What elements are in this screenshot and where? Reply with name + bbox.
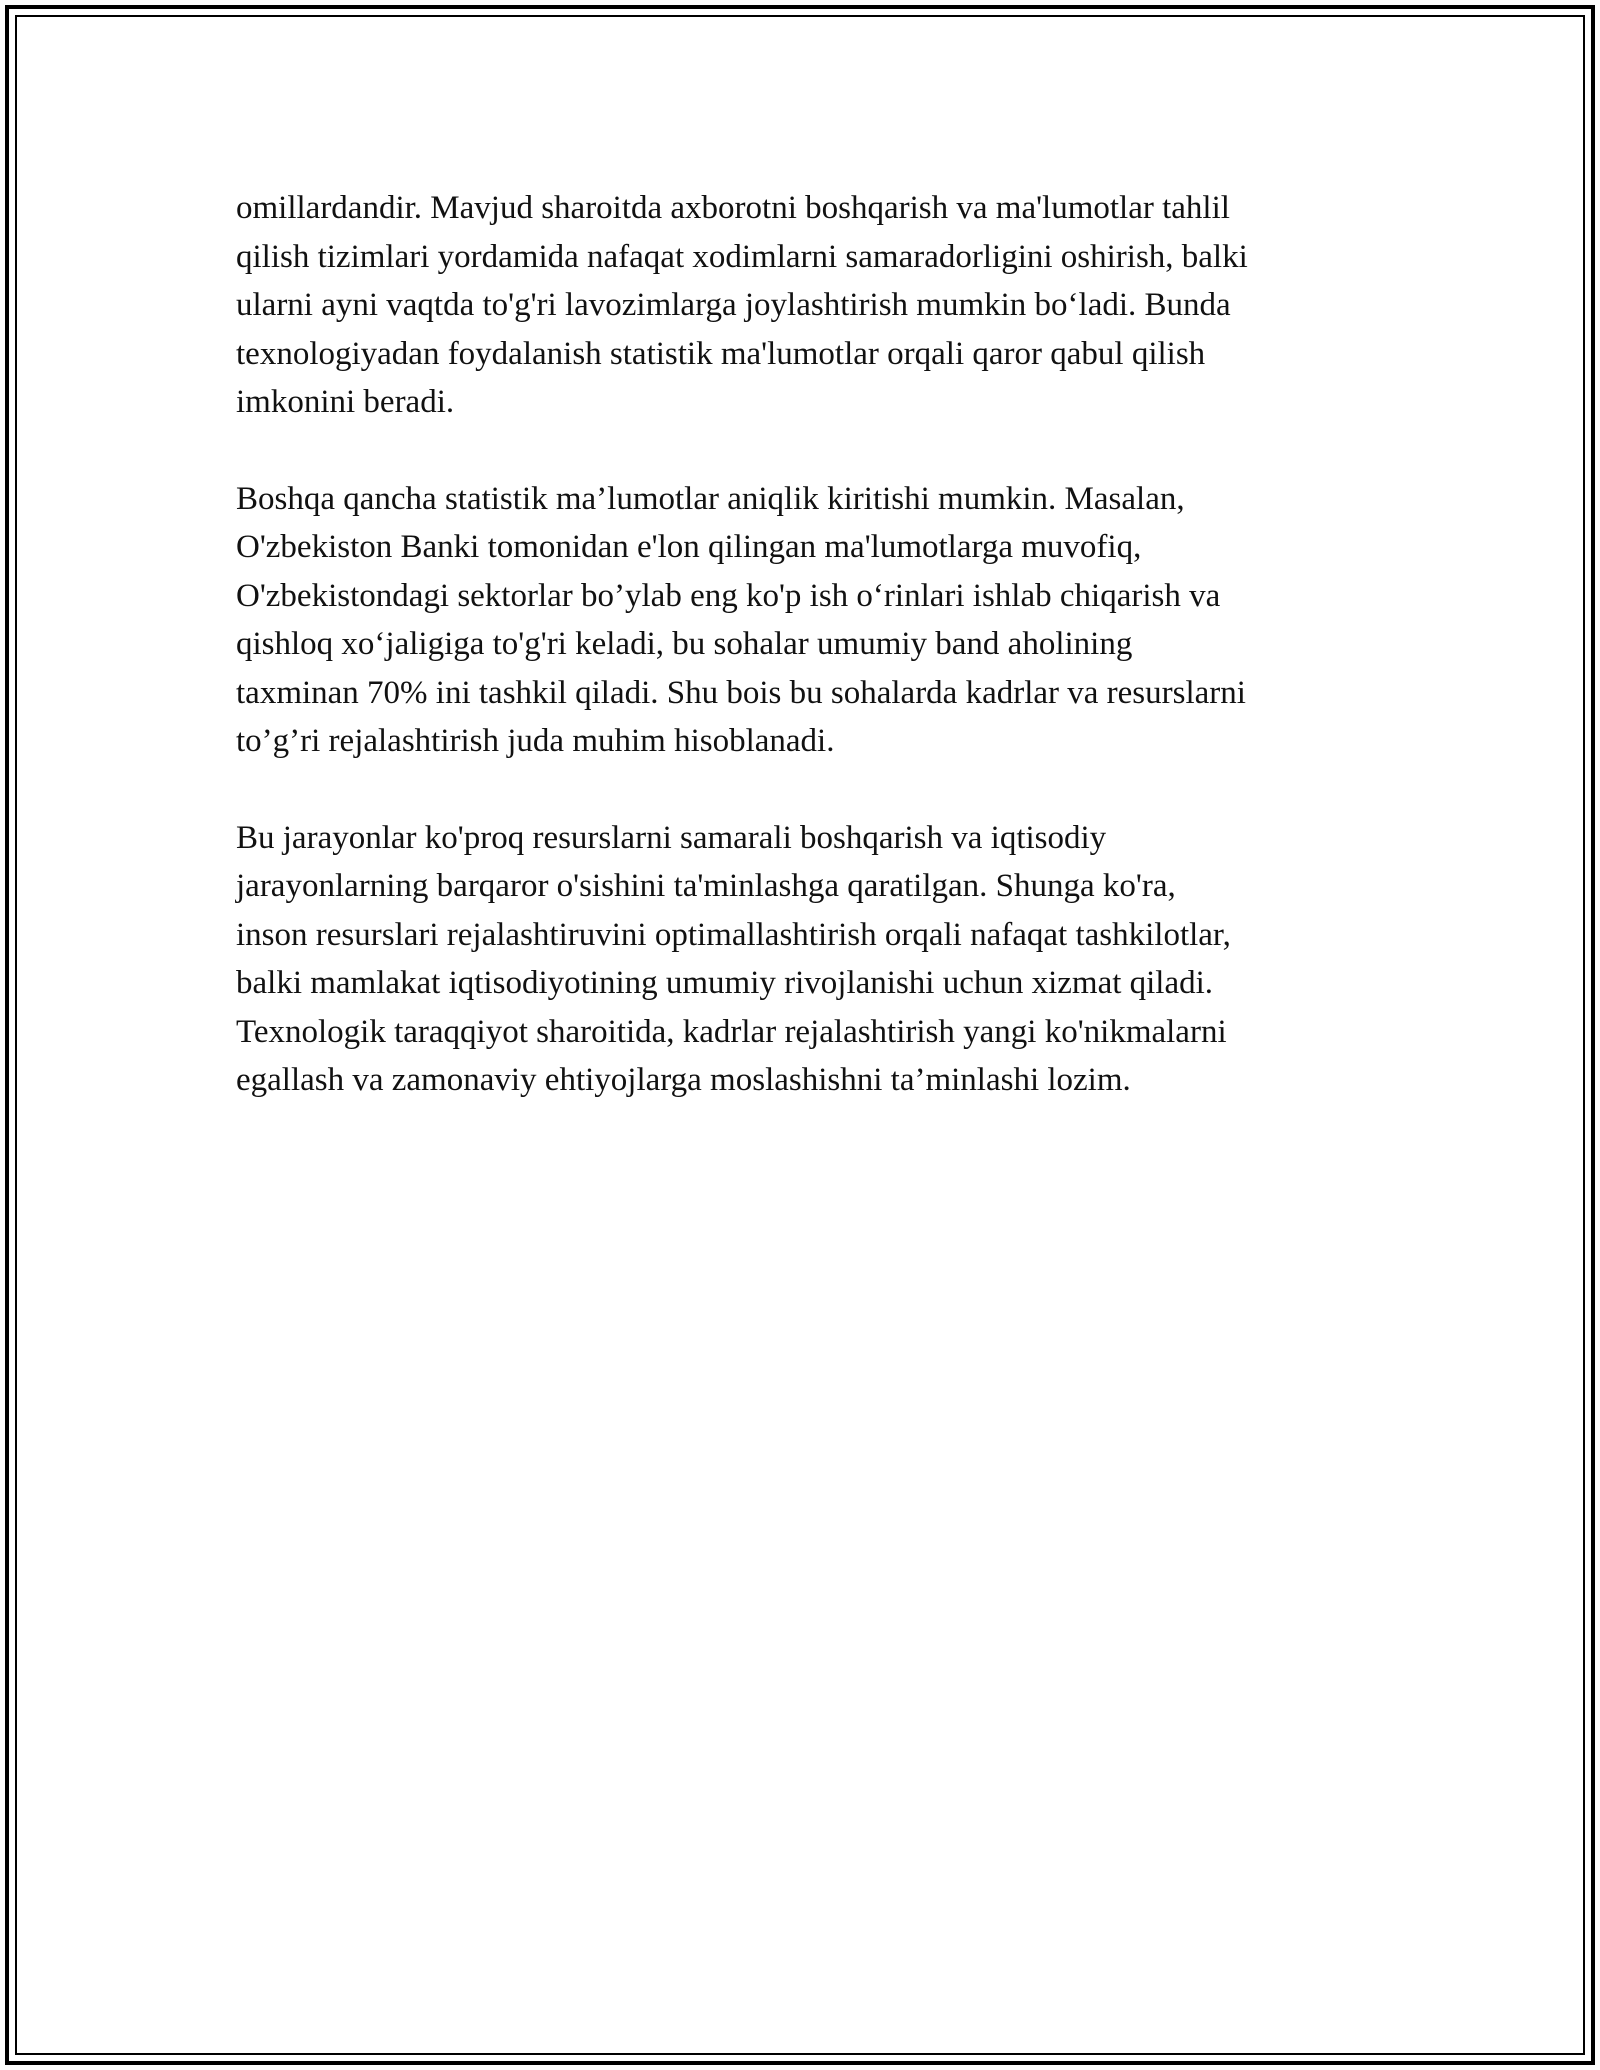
document-body bbox=[236, 184, 1376, 1153]
paragraph-1: omillardandir. Mavjud sharoitda axborotni boshqarish va ma'lumotlar tahlil qilish tizimlari yordamida nafaqat xodimlarni samaradorligini oshirish, balki ularni ayni vaqtda to'g'ri lavozimlarga joylashtirish mumkin bo‘ladi. Bunda texnologiyadan foydalanish statistik ma'lumotlar orqali qaror qabul qilish imkonini beradi. bbox=[236, 190, 1248, 420]
paragraph-3: Bu jarayonlar ko'proq resurslarni samarali boshqarish va iqtisodiy jarayonlarning barqaror o'sishini ta'minlashga qaratilgan. Shunga ko'ra, inson resurslari rejalashtiruvini optimallashtirish orqali nafaqat tashkilotlar, balki mamlakat iqtisodiyotining umumiy rivojlanishi uchun xizmat qiladi. Texnologik taraqqiyot sharoitida, kadrlar rejalashtirish yangi ko'nikmalarni egallash va zamonaviy ehtiyojlarga moslashishni ta’minlashi lozim. bbox=[236, 819, 1231, 1098]
paragraph-2: Boshqa qancha statistik ma’lumotlar aniqlik kiritishi mumkin. Masalan, O'zbekiston Banki tomonidan e'lon qilingan ma'lumotlarga muvofiq, O'zbekistondagi sektorlar bo’ylab eng ko'p ish o‘rinlari ishlab chiqarish va qishloq xo‘jaligiga to'g'ri keladi, bu sohalar umumiy band aholining taxminan 70% ini tashkil qiladi. Shu bois bu sohalarda kadrlar va resurslarni to’g’ri rejalashtirish juda muhim hisoblanadi. bbox=[236, 480, 1246, 759]
